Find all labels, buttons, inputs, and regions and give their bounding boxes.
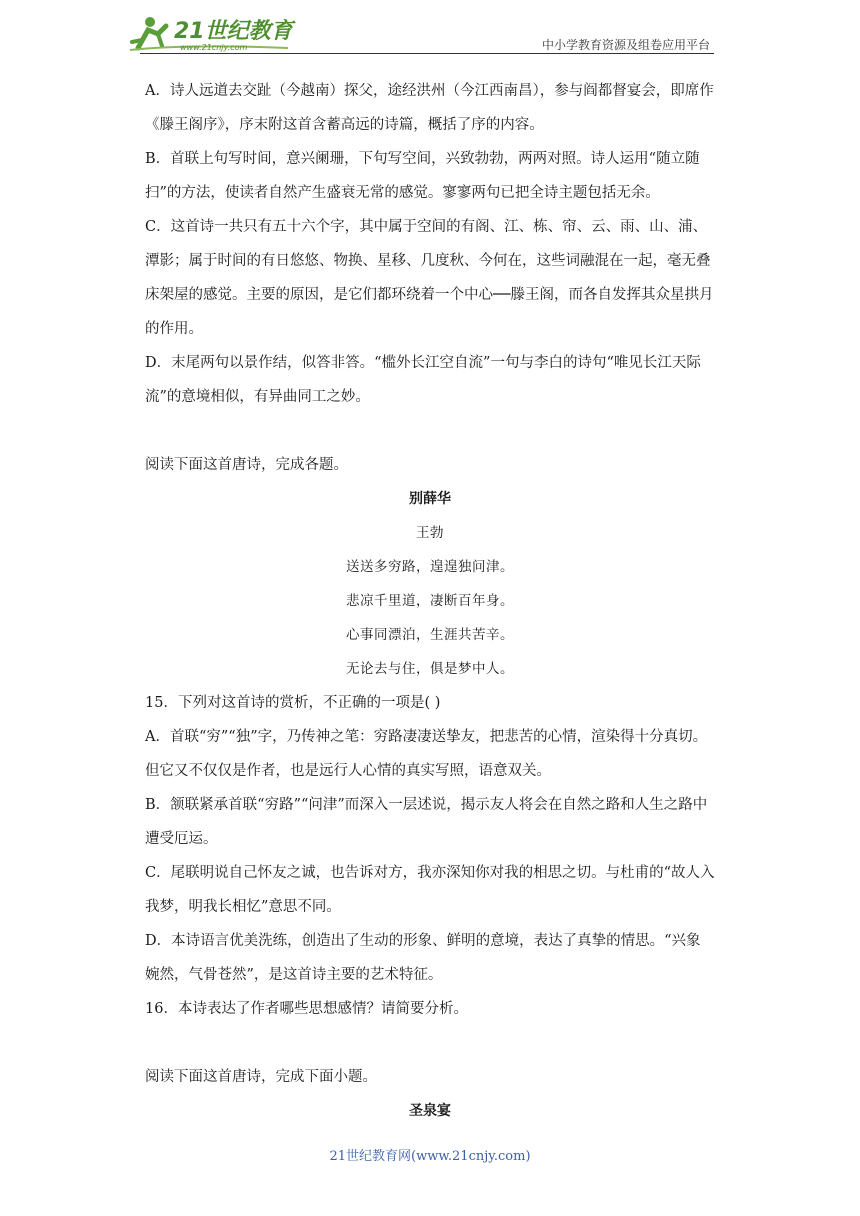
svg-text:21世纪教育: 21世纪教育	[174, 19, 293, 44]
poem-title: 别薛华	[409, 491, 451, 507]
option-c-prev: C．这首诗一共只有五十六个字，其中属于空间的有阁、江、栋、帘、云、雨、山、浦、潭影；属于时间的有日悠悠、物换、星移、几度秋、今何在，这些词融混在一起，毫无叠床架屋的感觉。主要的原因，是它们都环绕着一个中心──滕王阁，而各自发挥其众星拱月的作用。	[145, 219, 714, 337]
option-b-prev: B．首联上句写时间，意兴阑珊，下句写空间，兴致勃勃，两两对照。诗人运用“随立随扫”的方法，使读者自然产生盛衰无常的感觉。寥寥两句已把全诗主题包括无余。	[145, 151, 700, 201]
question-16: 16．本诗表达了作者哪些思想感情？请简要分析。	[145, 1001, 468, 1017]
q15-option-d: D．本诗语言优美洗练，创造出了生动的形象、鲜明的意境，表达了真挚的情思。“兴象婉然，气骨苍然”，是这首诗主要的艺术特征。	[145, 933, 701, 983]
svg-text:www.21cnjy.com: www.21cnjy.com	[180, 43, 248, 52]
q15-option-b: B．颔联紧承首联“穷路”“问津”而深入一层述说，揭示友人将会在自然之路和人生之路中遭受厄运。	[145, 797, 708, 847]
poem-author: 王勃	[416, 525, 444, 541]
site-logo	[128, 8, 298, 54]
document-body	[145, 74, 715, 1128]
poem-line: 送送多穷路，遑遑独问津。	[346, 559, 514, 575]
page-header	[0, 0, 860, 60]
q15-option-a: A．首联“穷”“独”字，乃传神之笔：穷路凄凄送挚友，把悲苦的心情，渲染得十分真切。但它又不仅仅是作者，也是远行人心情的真实写照，语意双关。	[145, 729, 708, 779]
header-divider	[140, 53, 714, 54]
q15-option-c: C．尾联明说自己怀友之诚，也告诉对方，我亦深知你对我的相思之切。与杜甫的“故人入我梦，明我长相忆”意思不同。	[145, 865, 715, 915]
poem-line: 无论去与住，俱是梦中人。	[346, 661, 514, 677]
platform-name: 中小学教育资源及组卷应用平台	[541, 38, 710, 52]
poem-line: 心事同漂泊，生涯共苦辛。	[346, 627, 514, 643]
poem-title-2: 圣泉宴	[409, 1103, 451, 1119]
section2-intro: 阅读下面这首唐诗，完成各题。	[145, 457, 348, 473]
question-15: 15．下列对这首诗的赏析，不正确的一项是( )	[145, 695, 441, 711]
poem-line: 悲凉千里道，凄断百年身。	[346, 593, 514, 609]
option-a-prev: A．诗人远道去交趾（今越南）探父，途经洪州（今江西南昌），参与阎都督宴会，即席作《滕王阁序》，序末附这首含蓄高远的诗篇，概括了序的内容。	[145, 83, 714, 133]
page-footer: 21世纪教育网(www.21cnjy.com)	[329, 1149, 531, 1164]
option-d-prev: D．末尾两句以景作结，似答非答。“槛外长江空自流”一句与李白的诗句“唯见长江天际流”的意境相似，有异曲同工之妙。	[145, 355, 701, 405]
section3-intro: 阅读下面这首唐诗，完成下面小题。	[145, 1069, 377, 1085]
